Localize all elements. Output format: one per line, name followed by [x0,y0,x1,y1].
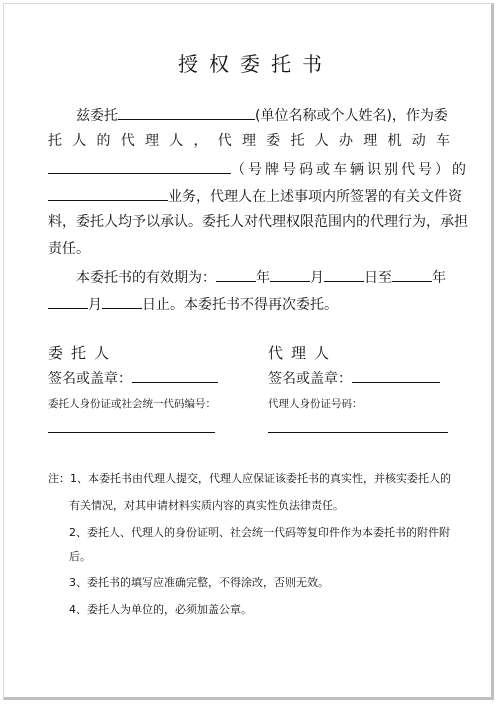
end-month-label: 月 [88,297,102,313]
agent-id-label: 代理人身份证号码： [268,398,363,410]
line2-char: 车 [436,133,450,149]
line2-char: 代 [120,133,135,149]
start-day-blank[interactable] [324,268,364,282]
agent-sign-blank[interactable] [352,369,440,383]
principal-sign-row [48,369,218,387]
line2-char: 代 [217,133,232,149]
document-title: 授权委托书 [178,52,333,76]
note-1-line-2: 有关情况，对其申请材料实质内容的真实性负法律责任。 [69,499,344,512]
line2-char: 托 [290,133,305,149]
note-1-line-1: 注：1、本委托书由代理人提交，代理人应保证该委托书的真实性，并核实委托人的 [48,472,451,485]
line2-char: 的 [96,133,111,149]
note-4: 4、委托人为单位的，必须加盖公章。 [69,603,252,616]
agent-id-line[interactable] [268,432,448,433]
line2-char: 托 [48,133,62,149]
paragraph-line-2 [48,133,450,149]
end-day-blank[interactable] [102,295,142,309]
end-year-blank[interactable] [392,268,432,282]
end-month-blank[interactable] [48,295,88,309]
month-label: 月 [310,270,324,286]
line2-char: 理 [242,133,256,149]
start-month-blank[interactable] [270,268,310,282]
line2-char: 人 [314,133,329,149]
business-blank[interactable] [48,187,168,201]
principal-label: 委托人 [48,344,118,362]
note-3: 3、委托书的填写应准确完整，不得涂改，否则无效。 [69,576,329,589]
note-2-line-2: 后。 [69,550,91,563]
business-suffix: 业务，代理人在上述事项内所签署的有关文件资 [168,189,462,205]
line2-char: 机 [387,133,402,149]
line2-char: 人 [169,133,184,149]
start-year-blank[interactable] [216,268,256,282]
agent-sign-label: 签名或盖章： [268,371,352,387]
agent-label: 代理人 [268,344,338,362]
validity-line-1 [76,268,446,286]
line2-char: 办 [339,133,353,149]
day-to-label: 日至 [364,270,392,286]
paragraph-line-1 [76,106,448,124]
principal-sign-label: 签名或盖章： [48,371,132,387]
line2-char: 委 [266,133,281,149]
paragraph-line-4 [48,187,462,205]
entrust-prefix: 兹委托 [76,108,118,124]
validity-line-2 [48,295,338,313]
line2-char: ， [193,133,208,149]
principal-name-blank[interactable] [118,106,255,120]
validity-prefix: 本委托书的有效期为： [76,270,216,286]
end-year-label: 年 [432,270,446,286]
paragraph-line-3 [48,160,469,178]
paragraph-line-5: 料，委托人均予以承认。委托人对代理权限范围内的代理行为，承担 [48,214,468,230]
vehicle-plate-blank[interactable] [48,160,231,174]
entrust-suffix: (单位名称或个人姓名)，作为委 [255,108,448,124]
agent-sign-row [268,369,440,387]
line2-char: 动 [411,133,426,149]
principal-id-label: 委托人身份证或社会统一代码编号： [48,398,216,410]
year-label: 年 [256,270,270,286]
principal-sign-blank[interactable] [132,369,218,383]
line2-char: 理 [145,133,159,149]
line2-char: 理 [363,133,378,149]
line2-char: 人 [72,133,87,149]
note-2-line-1: 2、委托人、代理人的身份证明、社会统一代码等复印件作为本委托书的附件附 [69,526,450,539]
plate-note: （号牌号码或车辆识别代号）的 [231,162,469,178]
paragraph-line-6: 责任。 [48,241,90,257]
validity-suffix: 日止。本委托书不得再次委托。 [142,297,338,313]
principal-id-line[interactable] [48,432,215,433]
